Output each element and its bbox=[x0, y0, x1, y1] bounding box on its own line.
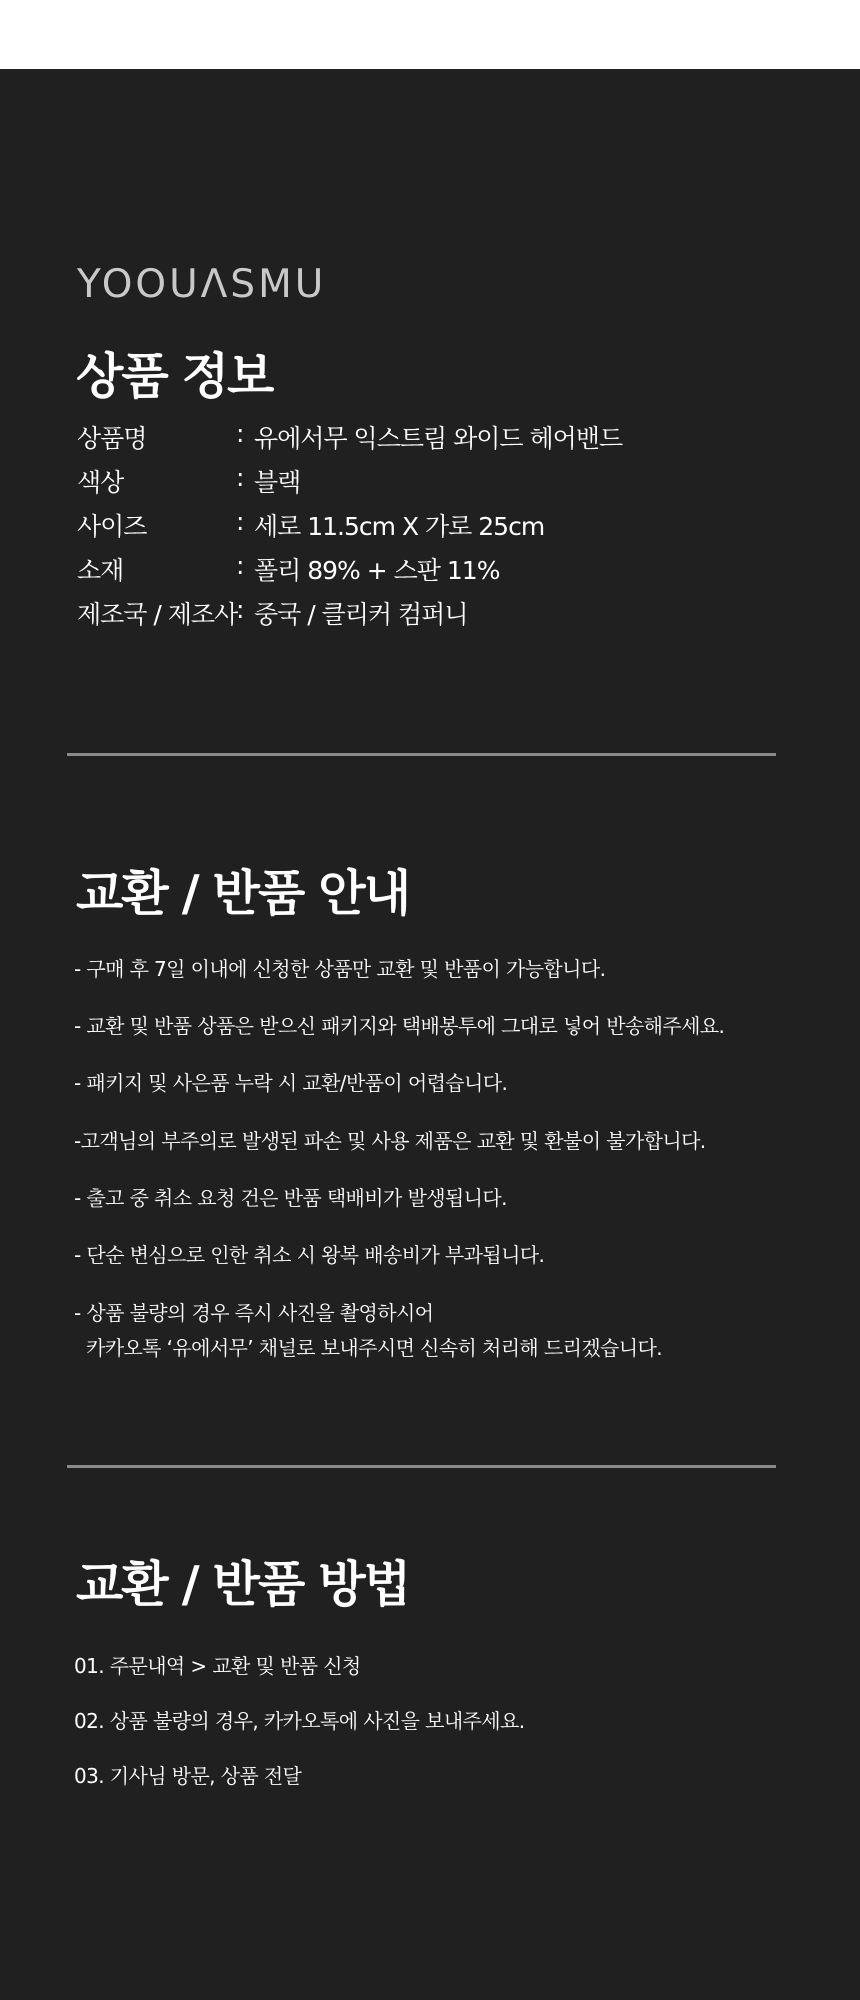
notice-item: -고객님의 부주의로 발생된 파손 및 사용 제품은 교환 및 환불이 불가합니다. bbox=[74, 1129, 706, 1153]
notice-item-continuation: 카카오톡 ‘유에서무’ 채널로 보내주시면 신속히 처리해 드리겠습니다. bbox=[86, 1336, 662, 1360]
notice-item: - 상품 불량의 경우 즉시 사진을 촬영하시어 bbox=[74, 1301, 434, 1325]
spec-colon: : bbox=[236, 551, 245, 580]
spec-label-size: 사이즈 bbox=[77, 512, 147, 541]
method-step: 02. 상품 불량의 경우, 카카오톡에 사진을 보내주세요. bbox=[74, 1709, 525, 1733]
spec-colon: : bbox=[236, 507, 245, 536]
brand-logo: YOOUΛSMU bbox=[77, 262, 327, 307]
exchange-notice-title: 교환 / 반품 안내 bbox=[76, 865, 410, 922]
spec-label-color: 색상 bbox=[77, 468, 124, 497]
spec-colon: : bbox=[236, 419, 245, 448]
section-divider bbox=[67, 753, 776, 756]
product-info-title: 상품 정보 bbox=[76, 348, 273, 405]
section-divider bbox=[67, 1465, 776, 1468]
spec-label-material: 소재 bbox=[77, 556, 124, 585]
notice-item: - 출고 중 취소 요청 건은 반품 택배비가 발생됩니다. bbox=[74, 1186, 507, 1210]
spec-value-name: 유에서무 익스트림 와이드 헤어밴드 bbox=[254, 424, 623, 453]
spec-label-origin: 제조국 / 제조사 bbox=[77, 600, 238, 629]
notice-item: - 구매 후 7일 이내에 신청한 상품만 교환 및 반품이 가능합니다. bbox=[74, 957, 606, 981]
spec-colon: : bbox=[236, 595, 245, 624]
notice-item: - 패키지 및 사은품 누락 시 교환/반품이 어렵습니다. bbox=[74, 1071, 508, 1095]
spec-value-color: 블랙 bbox=[254, 468, 301, 497]
spec-value-origin: 중국 / 클리커 컴퍼니 bbox=[254, 600, 468, 629]
spec-value-size: 세로 11.5cm X 가로 25cm bbox=[254, 512, 545, 541]
spec-label-name: 상품명 bbox=[77, 424, 147, 453]
spec-colon: : bbox=[236, 463, 245, 492]
method-step: 01. 주문내역 > 교환 및 반품 신청 bbox=[74, 1654, 361, 1678]
notice-item: - 교환 및 반품 상품은 받으신 패키지와 택배봉투에 그대로 넣어 반송해주세요. bbox=[74, 1014, 725, 1038]
method-step: 03. 기사님 방문, 상품 전달 bbox=[74, 1764, 302, 1788]
exchange-method-title: 교환 / 반품 방법 bbox=[76, 1556, 410, 1613]
notice-item: - 단순 변심으로 인한 취소 시 왕복 배송비가 부과됩니다. bbox=[74, 1243, 545, 1267]
spec-value-material: 폴리 89% + 스판 11% bbox=[254, 556, 500, 585]
